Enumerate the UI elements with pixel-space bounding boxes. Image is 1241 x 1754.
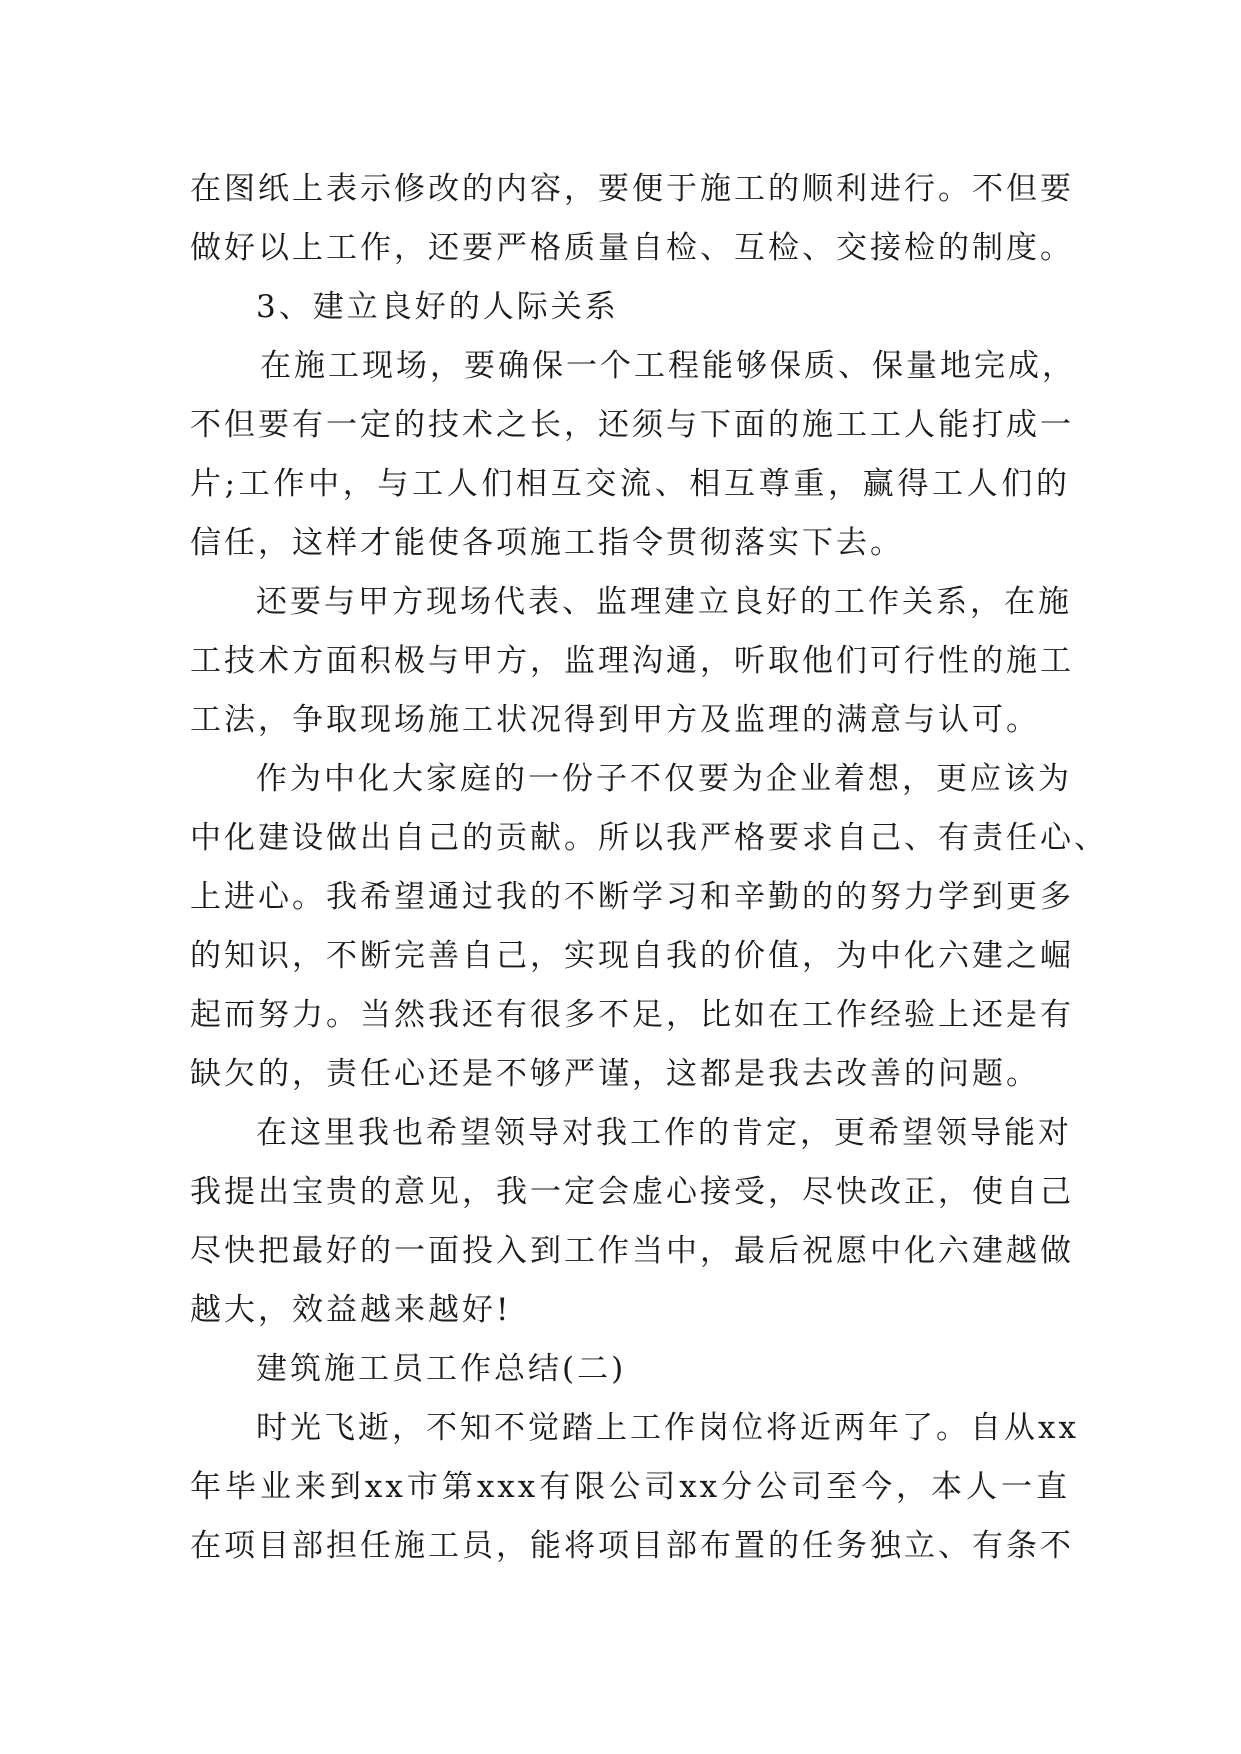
text-line: 时光飞逝，不知不觉踏上工作岗位将近两年了。自从xx [256, 1410, 1079, 1446]
text-line: 在项目部担任施工员，能将项目部布置的任务独立、有条不 [190, 1528, 1074, 1564]
text-line: 越大，效益越来越好! [190, 1292, 512, 1328]
body-text [190, 160, 1108, 1576]
text-line: 片;工作中，与工人们相互交流、相互尊重，赢得工人们的 [190, 466, 1070, 502]
text-line: 在图纸上表示修改的内容，要便于施工的顺利进行。不但要 [190, 171, 1074, 207]
text-line: 工技术方面积极与甲方，监理沟通，听取他们可行性的施工 [190, 643, 1074, 679]
text-line: 中化建设做出自己的贡献。所以我严格要求自己、有责任心、 [190, 820, 1108, 856]
text-line: 我提出宝贵的意见，我一定会虚心接受，尽快改正，使自己 [190, 1174, 1074, 1210]
text-line: 不但要有一定的技术之长，还须与下面的施工工人能打成一 [190, 407, 1074, 443]
text-line: 信任，这样才能使各项施工指令贯彻落实下去。 [190, 525, 904, 561]
text-line: 作为中化大家庭的一份子不仅要为企业着想，更应该为 [256, 761, 1072, 797]
text-line: 尽快把最好的一面投入到工作当中，最后祝愿中化六建越做 [190, 1233, 1074, 1269]
text-line: 的知识，不断完善自己，实现自我的价值，为中化六建之崛 [190, 938, 1074, 974]
text-line: 做好以上工作，还要严格质量自检、互检、交接检的制度。 [190, 230, 1074, 266]
text-line: 在这里我也希望领导对我工作的肯定，更希望领导能对 [256, 1115, 1072, 1151]
text-line: 年毕业来到xx市第xxx有限公司xx分公司至今，本人一直 [190, 1469, 1070, 1505]
text-line: 在施工现场，要确保一个工程能够保质、保量地完成， [260, 348, 1076, 384]
section-heading: 3、建立良好的人际关系 [256, 289, 619, 325]
text-line: 还要与甲方现场代表、监理建立良好的工作关系，在施 [256, 584, 1072, 620]
text-line: 缺欠的，责任心还是不够严谨，这都是我去改善的问题。 [190, 1056, 1040, 1092]
text-line: 上进心。我希望通过我的不断学习和辛勤的的努力学到更多 [190, 879, 1074, 915]
text-line: 工法，争取现场施工状况得到甲方及监理的满意与认可。 [190, 702, 1040, 738]
section-heading: 建筑施工员工作总结(二) [256, 1351, 627, 1387]
text-line: 起而努力。当然我还有很多不足，比如在工作经验上还是有 [190, 997, 1074, 1033]
